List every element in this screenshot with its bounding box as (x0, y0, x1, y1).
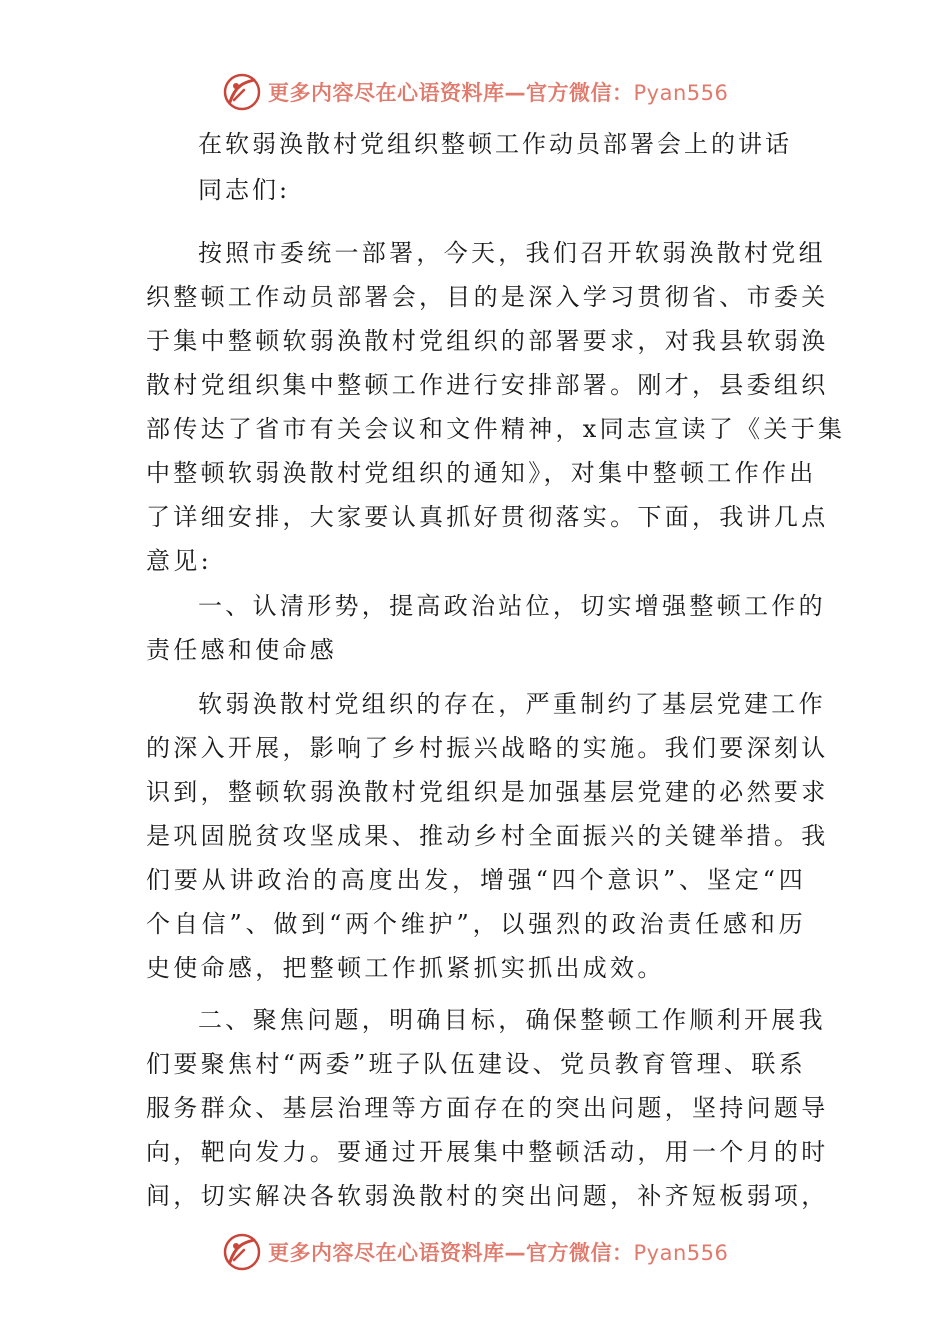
text-line: 二、聚焦问题，明确目标，确保整顿工作顺利开展我 (198, 1006, 826, 1034)
watermark-text: 更多内容尽在心语资料库—官方微信：Pyan556 (268, 81, 729, 105)
library-logo-icon (222, 72, 262, 112)
text-line: 个自信”、做到“两个维护”，以强烈的政治责任感和历 (146, 910, 806, 938)
section-heading-2-paragraph (146, 998, 829, 1218)
text-line: 们要从讲政治的高度出发，增强“四个意识”、坚定“四 (146, 866, 806, 894)
text-line: 识到，整顿软弱涣散村党组织是加强基层党建的必然要求 (146, 778, 829, 806)
paragraph-situation (146, 682, 829, 990)
text-line: 按照市委统一部署，今天，我们召开软弱涣散村党组 (198, 239, 826, 267)
text-line: 向，靶向发力。要通过开展集中整顿活动，用一个月的时 (146, 1138, 829, 1166)
watermark-wechat-id: Pyan556 (633, 1241, 729, 1265)
watermark-wechat-id: Pyan556 (633, 81, 729, 105)
text-line: 责任感和使命感 (146, 636, 338, 664)
text-line: 部传达了省市有关会议和文件精神，x同志宣读了《关于集 (146, 415, 846, 443)
text-line: 史使命感，把整顿工作抓紧抓实抓出成效。 (146, 954, 665, 982)
text-line: 软弱涣散村党组织的存在，严重制约了基层党建工作 (198, 690, 826, 718)
text-line: 了详细安排，大家要认真抓好贯彻落实。下面，我讲几点 (146, 503, 829, 531)
text-line: 于集中整顿软弱涣散村党组织的部署要求，对我县软弱涣 (146, 327, 829, 355)
library-logo-icon (222, 1232, 262, 1272)
watermark-text: 更多内容尽在心语资料库—官方微信：Pyan556 (268, 1241, 729, 1265)
text-line: 是巩固脱贫攻坚成果、推动乡村全面振兴的关键举措。我 (146, 822, 829, 850)
text-line: 服务群众、基层治理等方面存在的突出问题，坚持问题导 (146, 1094, 829, 1122)
text-line: 织整顿工作动员部署会，目的是深入学习贯彻省、市委关 (146, 283, 829, 311)
text-line: 的深入开展，影响了乡村振兴战略的实施。我们要深刻认 (146, 734, 829, 762)
text-line: 中整顿软弱涣散村党组织的通知》，对集中整顿工作作出 (146, 459, 817, 487)
text-line: 间，切实解决各软弱涣散村的突出问题，补齐短板弱项， (146, 1182, 829, 1210)
section-heading-1 (146, 584, 826, 672)
document-title: 在软弱涣散村党组织整顿工作动员部署会上的讲话 (198, 130, 792, 158)
paragraph-opening (146, 231, 846, 583)
text-line: 散村党组织集中整顿工作进行安排部署。刚才，县委组织 (146, 371, 829, 399)
text-line: 们要聚焦村“两委”班子队伍建设、党员教育管理、联系 (146, 1050, 806, 1078)
text-line: 一、认清形势，提高政治站位，切实增强整顿工作的 (198, 592, 826, 620)
salutation: 同志们: (198, 176, 291, 204)
watermark-footer (222, 1230, 728, 1274)
watermark-header (222, 70, 728, 114)
text-line: 意见: (146, 547, 212, 575)
